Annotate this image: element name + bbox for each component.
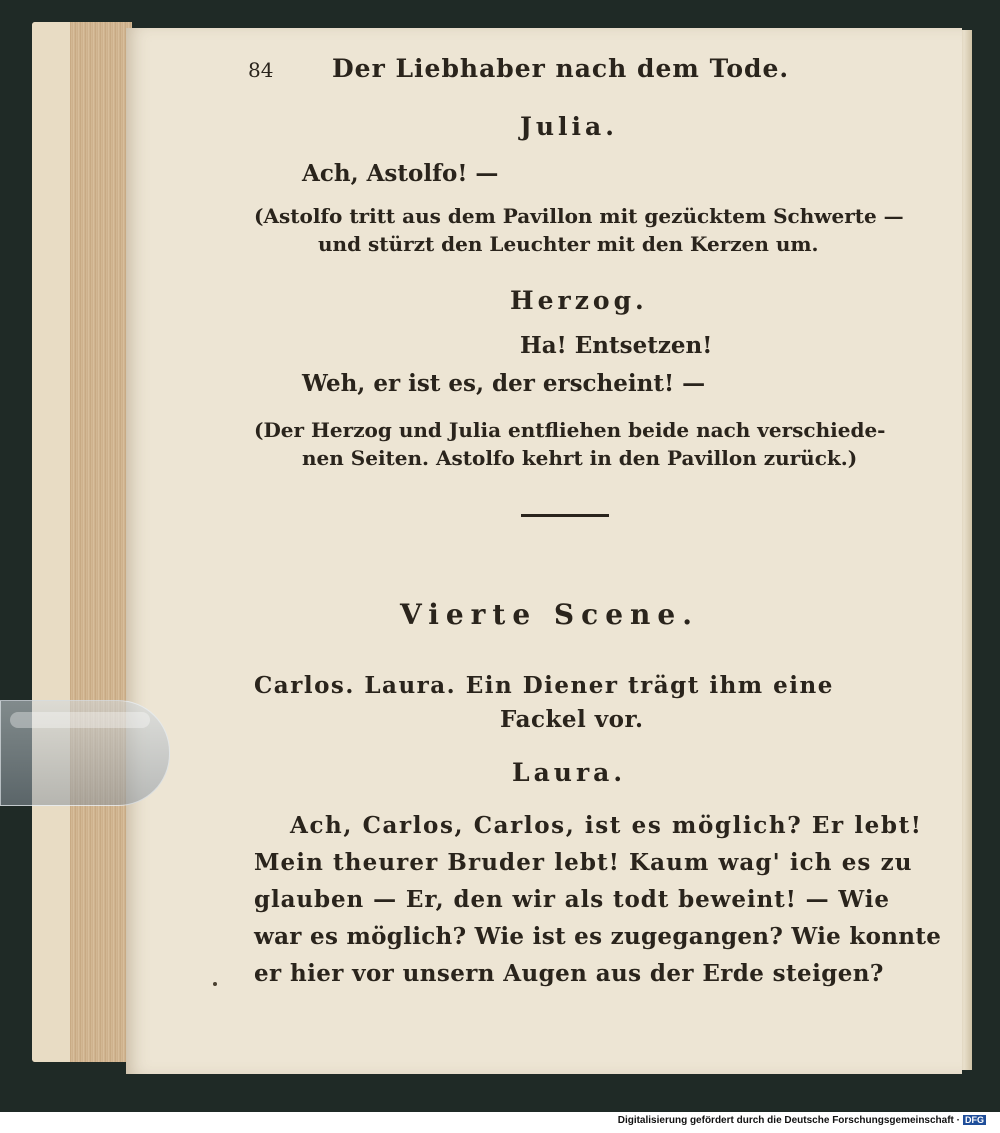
prose-line: Ach, Carlos, Carlos, ist es möglich? Er lebt! <box>290 812 923 839</box>
prose-line: glauben — Er, den wir als todt beweint! — Wie <box>254 886 890 913</box>
speaker-herzog: Herzog. <box>510 286 648 315</box>
stage-direction-line: (Der Herzog und Julia entfliehen beide nach verschiede- <box>254 418 886 442</box>
speaker-julia: Julia. <box>520 112 618 141</box>
stage-direction-line: und stürzt den Leuchter mit den Kerzen um. <box>318 232 819 256</box>
scene-divider-rule <box>521 514 609 517</box>
clip-highlight <box>10 712 150 728</box>
speaker-laura: Laura. <box>512 758 627 787</box>
cast-list-line: Carlos. Laura. Ein Diener trägt ihm eine <box>254 672 834 699</box>
prose-line: Mein theurer Bruder lebt! Kaum wag' ich es zu <box>254 849 913 876</box>
stage-direction-line: nen Seiten. Astolfo kehrt in den Pavillon zurück.) <box>302 446 858 470</box>
prose-line: war es möglich? Wie ist es zugegangen? Wie konnte <box>254 923 942 950</box>
scene-title: Vierte Scene. <box>400 598 699 631</box>
running-head: Der Liebhaber nach dem Tode. <box>332 54 790 83</box>
speech-line: Weh, er ist es, der erscheint! — <box>302 370 706 397</box>
digitization-credit <box>618 1115 986 1126</box>
page-number: 84 <box>248 58 274 82</box>
stage-direction-line: (Astolfo tritt aus dem Pavillon mit gezücktem Schwerte — <box>254 204 904 228</box>
dfg-logo: DFG <box>965 1115 984 1125</box>
speech-line: Ach, Astolfo! — <box>302 160 499 187</box>
prose-line: er hier vor unsern Augen aus der Erde steigen? <box>254 960 884 987</box>
book-page <box>126 28 962 1074</box>
cast-list-line: Fackel vor. <box>500 706 644 733</box>
speech-line: Ha! Entsetzen! <box>520 332 713 359</box>
book-cover-edge <box>32 22 70 1062</box>
ink-speck <box>213 982 217 986</box>
credit-text: Digitalisierung gefördert durch die Deutsche Forschungsgemeinschaft · <box>617 1115 960 1126</box>
